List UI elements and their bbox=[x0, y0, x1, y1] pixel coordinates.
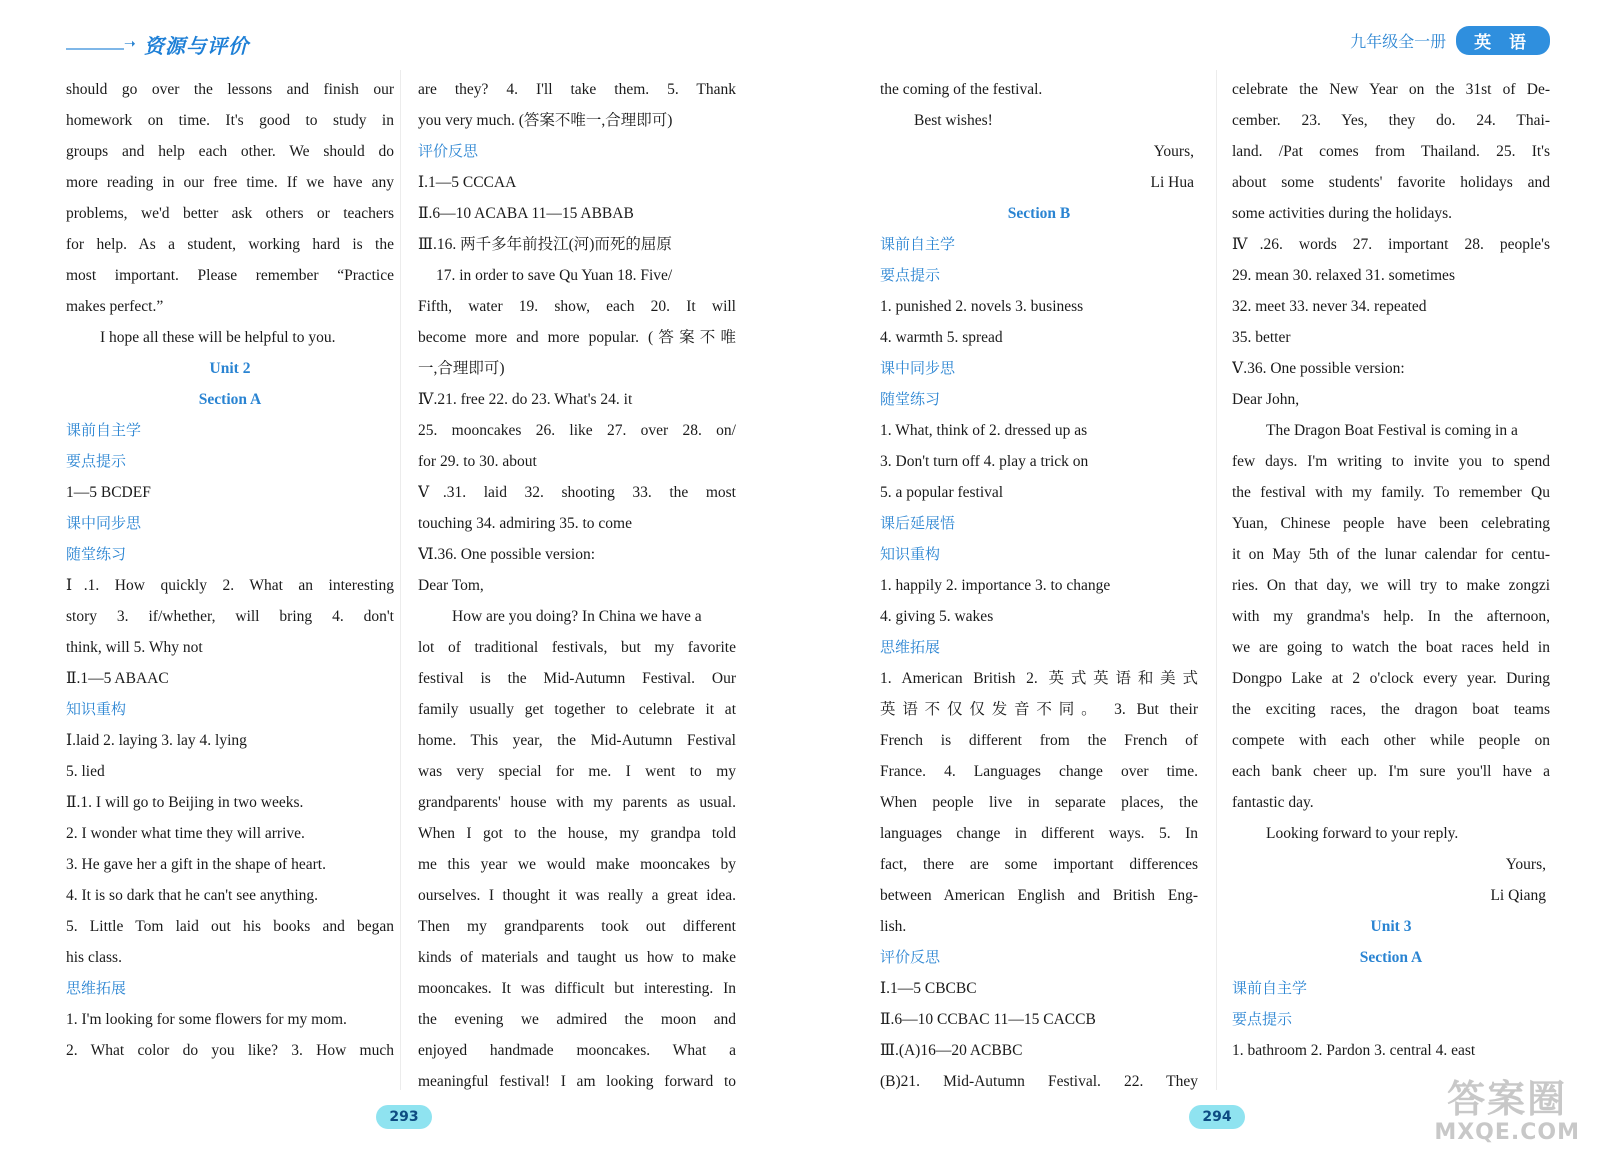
text-line: Yours, bbox=[1505, 856, 1546, 873]
text-line: 1. bathroom 2. Pardon 3. central 4. east bbox=[1232, 1042, 1476, 1059]
text-line: land. /Pat comes from Thailand. 25. It's bbox=[1232, 143, 1550, 160]
text-line: 5. Little Tom laid out his books and began bbox=[66, 918, 394, 935]
text-line: 5. a popular festival bbox=[880, 484, 1004, 501]
text-line: problems, we'd better ask others or teachers bbox=[66, 205, 394, 222]
text-line: 1. punished 2. novels 3. business bbox=[880, 298, 1084, 315]
text-line: some activities during the holidays. bbox=[1232, 205, 1452, 222]
text-line: are they? 4. I'll take them. 5. Thank bbox=[418, 81, 736, 98]
text-line: Ⅰ.laid 2. laying 3. lay 4. lying bbox=[66, 732, 247, 749]
text-line: homework on time. It's good to study in bbox=[66, 112, 394, 129]
text-line: the exciting races, the dragon boat teams bbox=[1232, 701, 1550, 718]
text-line: (B)21. Mid-Autumn Festival. 22. They bbox=[880, 1073, 1198, 1090]
text-line: 一,合理即可) bbox=[418, 360, 505, 377]
text-line: Li Hua bbox=[1150, 174, 1194, 191]
text-line: Ⅳ.21. free 22. do 23. What's 24. it bbox=[418, 391, 633, 408]
text-line: few days. I'm writing to invite you to spend bbox=[1232, 453, 1550, 470]
text-line: the coming of the festival. bbox=[880, 81, 1043, 98]
text-line: touching 34. admiring 35. to come bbox=[418, 515, 632, 532]
text-line: Ⅰ.1—5 CCCAA bbox=[418, 174, 517, 191]
header-brand bbox=[66, 30, 326, 56]
text-line: 1—5 BCDEF bbox=[66, 484, 151, 501]
text-line: Ⅱ.6—10 CCBAC 11—15 CACCB bbox=[880, 1011, 1096, 1028]
text-line: 17. in order to save Qu Yuan 18. Five/ bbox=[436, 267, 673, 284]
text-line: 4. warmth 5. spread bbox=[880, 329, 1003, 346]
text-line: between American English and British Eng- bbox=[880, 887, 1198, 904]
text-line: with my grandma's help. In the afternoon, bbox=[1232, 608, 1550, 625]
header-subject bbox=[1350, 26, 1550, 54]
section-heading: Unit 2 bbox=[209, 360, 251, 377]
watermark-top: 答案圈 bbox=[1447, 1077, 1568, 1122]
text-line: for 29. to 30. about bbox=[418, 453, 537, 470]
text-line: lot of traditional festivals, but my favorite bbox=[418, 639, 736, 656]
grade-label: 九年级全一册 bbox=[1350, 31, 1447, 51]
page-number-left: 293 bbox=[376, 1105, 432, 1129]
text-line: was very special for me. I went to my bbox=[418, 763, 736, 780]
text-line: I hope all these will be helpful to you. bbox=[100, 329, 336, 346]
text-line: 1. happily 2. importance 3. to change bbox=[880, 577, 1111, 594]
text-line: Ⅱ.6—10 ACABA 11—15 ABBAB bbox=[418, 205, 634, 222]
subject-badge: 英 语 bbox=[1456, 26, 1550, 55]
text-line: kinds of materials and taught us how to make bbox=[418, 949, 736, 966]
subsection-label: 要点提示 bbox=[1232, 1010, 1293, 1028]
subsection-label: 课后延展悟 bbox=[880, 514, 956, 532]
text-line: think, will 5. Why not bbox=[66, 639, 203, 656]
text-line: 2. I wonder what time they will arrive. bbox=[66, 825, 305, 842]
text-line: How are you doing? In China we have a bbox=[452, 608, 702, 625]
page-number-right: 294 bbox=[1189, 1105, 1245, 1129]
subsection-label: 随堂练习 bbox=[880, 390, 941, 408]
text-line: Dear Tom, bbox=[418, 577, 484, 594]
text-line: Yours, bbox=[1153, 143, 1194, 160]
text-line: 英语不仅仅发音不同。 3. But their bbox=[880, 701, 1198, 718]
text-line: festival is the Mid-Autumn Festival. Our bbox=[418, 670, 736, 687]
text-line: Ⅲ.16. 两千多年前投江(河)而死的屈原 bbox=[418, 236, 672, 253]
text-line: for help. As a student, working hard is the bbox=[66, 236, 394, 253]
text-line: fantastic day. bbox=[1232, 794, 1314, 811]
text-line: Fifth, water 19. show, each 20. It will bbox=[418, 298, 736, 315]
text-line: Best wishes! bbox=[914, 112, 993, 129]
text-line: Dear John, bbox=[1232, 391, 1300, 408]
column-1 bbox=[66, 74, 394, 1066]
text-line: me this year we would make mooncakes by bbox=[418, 856, 736, 873]
text-line: his class. bbox=[66, 949, 122, 966]
text-line: ries. On that day, we will try to make zongzi bbox=[1232, 577, 1550, 594]
text-line: Ⅳ.26. words 27. important 28. people's bbox=[1232, 236, 1550, 253]
section-heading: Section A bbox=[1359, 949, 1423, 966]
text-line: 1. What, think of 2. dressed up as bbox=[880, 422, 1088, 439]
text-line: Ⅵ.36. One possible version: bbox=[418, 546, 596, 563]
subsection-label: 课前自主学 bbox=[1232, 979, 1308, 997]
column-divider bbox=[1216, 70, 1217, 1090]
text-line: about some students' favorite holidays and bbox=[1232, 174, 1550, 191]
text-line: When I got to the house, my grandpa told bbox=[418, 825, 736, 842]
subsection-label: 知识重构 bbox=[66, 700, 127, 718]
text-line: 1. I'm looking for some flowers for my mom. bbox=[66, 1011, 347, 1028]
text-line: celebrate the New Year on the 31st of De- bbox=[1232, 81, 1550, 98]
subsection-label: 思维拓展 bbox=[880, 638, 941, 656]
text-line: Looking forward to your reply. bbox=[1266, 825, 1459, 842]
text-line: Ⅰ.1—5 CBCBC bbox=[880, 980, 977, 997]
text-line: Ⅱ.1. I will go to Beijing in two weeks. bbox=[66, 794, 304, 811]
text-line: makes perfect.” bbox=[66, 298, 164, 315]
text-line: fact, there are some important differences bbox=[880, 856, 1198, 873]
text-line: Ⅱ.1—5 ABAAC bbox=[66, 670, 169, 687]
text-line: home. This year, the Mid-Autumn Festival bbox=[418, 732, 736, 749]
text-line: groups and help each other. We should do bbox=[66, 143, 394, 160]
text-line: lish. bbox=[880, 918, 907, 935]
text-line: ourselves. I thought it was really a great idea. bbox=[418, 887, 736, 904]
text-line: Li Qiang bbox=[1490, 887, 1546, 904]
text-line: The Dragon Boat Festival is coming in a bbox=[1266, 422, 1518, 439]
text-line: 4. It is so dark that he can't see anything. bbox=[66, 887, 319, 904]
text-line: family usually get together to celebrate it at bbox=[418, 701, 736, 718]
text-line: compete with each other while people on bbox=[1232, 732, 1550, 749]
section-heading: Unit 3 bbox=[1370, 918, 1412, 935]
text-line: France. 4. Languages change over time. bbox=[880, 763, 1198, 780]
subsection-label: 要点提示 bbox=[880, 266, 941, 284]
watermark-logo bbox=[1434, 1079, 1580, 1145]
text-line: more reading in our free time. If we have any bbox=[66, 174, 394, 191]
text-line: you very much. (答案不唯一,合理即可) bbox=[418, 112, 673, 129]
header-rule bbox=[66, 48, 124, 50]
column-4 bbox=[1232, 74, 1550, 1066]
text-line: 3. He gave her a gift in the shape of heart. bbox=[66, 856, 326, 873]
column-divider bbox=[400, 70, 401, 1090]
text-line: 5. lied bbox=[66, 763, 105, 780]
subsection-label: 思维拓展 bbox=[66, 979, 127, 997]
subsection-label: 知识重构 bbox=[880, 545, 941, 563]
text-line: meaningful festival! I am looking forward to bbox=[418, 1073, 736, 1090]
text-line: Then my grandparents took out different bbox=[418, 918, 736, 935]
right-page bbox=[800, 0, 1600, 1159]
subsection-label: 要点提示 bbox=[66, 452, 127, 470]
arrow-icon: ➝ bbox=[124, 36, 136, 52]
text-line: 25. mooncakes 26. like 27. over 28. on/ bbox=[418, 422, 736, 439]
text-line: cember. 23. Yes, they do. 24. Thai- bbox=[1232, 112, 1550, 129]
text-line: 29. mean 30. relaxed 31. sometimes bbox=[1232, 267, 1455, 284]
subsection-label: 课前自主学 bbox=[880, 235, 956, 253]
text-line: mooncakes. It was difficult but interesting. In bbox=[418, 980, 736, 997]
text-line: 32. meet 33. never 34. repeated bbox=[1232, 298, 1427, 315]
text-line: we are going to watch the boat races held in bbox=[1232, 639, 1550, 656]
text-line: Dongpo Lake at 2 o'clock every year. During bbox=[1232, 670, 1550, 687]
text-line: Ⅲ.(A)16—20 ACBBC bbox=[880, 1042, 1023, 1059]
text-line: story 3. if/whether, will bring 4. don't bbox=[66, 608, 394, 625]
subsection-label: 课中同步思 bbox=[66, 514, 142, 532]
subsection-label: 随堂练习 bbox=[66, 545, 127, 563]
text-line: the evening we admired the moon and bbox=[418, 1011, 736, 1028]
text-line: it on May 5th of the lunar calendar for centu- bbox=[1232, 546, 1550, 563]
text-line: Ⅴ.31. laid 32. shooting 33. the most bbox=[418, 484, 736, 501]
text-line: 4. giving 5. wakes bbox=[880, 608, 994, 625]
column-2 bbox=[418, 74, 736, 1097]
brand-title: 资源与评价 bbox=[144, 34, 249, 58]
subsection-label: 课中同步思 bbox=[880, 359, 956, 377]
text-line: grandparents' house with my parents as usual. bbox=[418, 794, 736, 811]
subsection-label: 评价反思 bbox=[418, 142, 479, 160]
text-line: the festival with my family. To remember Qu bbox=[1232, 484, 1550, 501]
text-line: When people live in separate places, the bbox=[880, 794, 1198, 811]
text-line: should go over the lessons and finish our bbox=[66, 81, 394, 98]
text-line: 3. Don't turn off 4. play a trick on bbox=[880, 453, 1089, 470]
text-line: Yuan, Chinese people have been celebrating bbox=[1232, 515, 1550, 532]
column-3 bbox=[880, 74, 1198, 1097]
text-line: 1. American British 2. 英式英语和美式 bbox=[880, 670, 1198, 687]
section-heading: Section B bbox=[1007, 205, 1071, 222]
subsection-label: 评价反思 bbox=[880, 948, 941, 966]
text-line: 2. What color do you like? 3. How much bbox=[66, 1042, 394, 1059]
subsection-label: 课前自主学 bbox=[66, 421, 142, 439]
text-line: Ⅰ.1. How quickly 2. What an interesting bbox=[66, 577, 394, 594]
text-line: each bank cheer up. I'm sure you'll have a bbox=[1232, 763, 1550, 780]
watermark-bottom: MXQE.COM bbox=[1434, 1119, 1580, 1145]
text-line: French is different from the French of bbox=[880, 732, 1198, 749]
text-line: become more and more popular. (答案不唯 bbox=[418, 329, 736, 346]
text-line: Ⅴ.36. One possible version: bbox=[1232, 360, 1405, 377]
text-line: languages change in different ways. 5. In bbox=[880, 825, 1198, 842]
section-heading: Section A bbox=[198, 391, 262, 408]
text-line: 35. better bbox=[1232, 329, 1291, 346]
text-line: most important. Please remember “Practice bbox=[66, 267, 394, 284]
text-line: enjoyed handmade mooncakes. What a bbox=[418, 1042, 736, 1059]
